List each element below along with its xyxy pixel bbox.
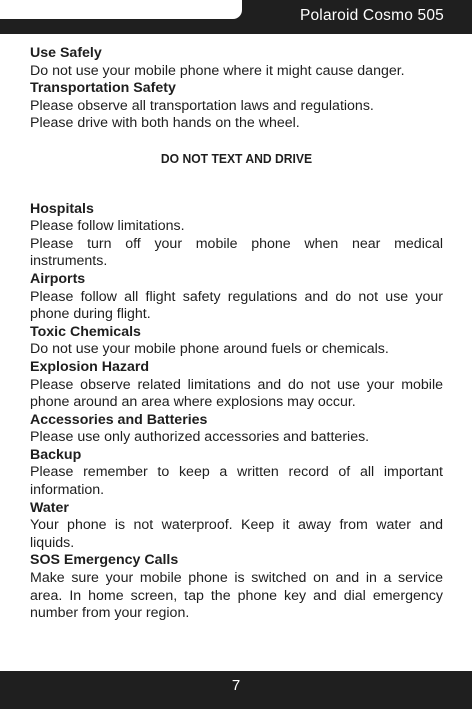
section-heading: Explosion Hazard — [30, 358, 150, 375]
document-title: Polaroid Cosmo 505 — [299, 7, 444, 24]
page-content — [30, 45, 443, 623]
section-text: Please turn off your mobile phone when near medical instruments. — [30, 235, 443, 270]
section-text: Please observe all transportation laws and regulations. — [30, 97, 374, 114]
section-heading: Hospitals — [30, 200, 94, 217]
section-text: Please follow all flight safety regulations and do not use your phone during flight. — [30, 288, 443, 323]
section-heading: Transportation Safety — [30, 80, 176, 97]
section-heading: Airports — [30, 270, 86, 287]
section-heading: Use Safely — [30, 45, 102, 61]
section-water — [30, 500, 443, 553]
section-heading: Accessories and Batteries — [30, 411, 208, 428]
notice-text: DO NOT TEXT AND DRIVE — [160, 150, 313, 166]
section-text: Please observe related limitations and do not use your mobile phone around an area where explosions may occur. — [30, 376, 443, 411]
section-text: Make sure your mobile phone is switched on and in a service area. In home screen, tap the phone key and dial emergency number from your region. — [30, 570, 443, 622]
section-heading: Toxic Chemicals — [30, 323, 141, 340]
section-toxic-chemicals — [30, 324, 443, 359]
section-text: Please follow limitations. — [30, 218, 185, 235]
section-text: Do not use your mobile phone where it might cause danger. — [30, 62, 405, 79]
page-number: 7 — [231, 677, 241, 694]
section-transportation-safety — [30, 80, 443, 133]
section-explosion-hazard — [30, 359, 443, 412]
section-text: Please use only authorized accessories and batteries. — [30, 429, 370, 446]
section-hospitals — [30, 201, 443, 271]
section-heading: SOS Emergency Calls — [30, 552, 179, 569]
section-text: Please remember to keep a written record of all important information. — [30, 464, 443, 499]
section-accessories-and-batteries — [30, 412, 443, 447]
section-use-safely — [30, 45, 443, 80]
header-notch — [0, 0, 242, 19]
section-backup — [30, 447, 443, 500]
section-text: Your phone is not waterproof. Keep it away from water and liquids. — [30, 517, 443, 551]
section-heading: Water — [30, 499, 69, 516]
header-bar — [0, 0, 472, 34]
section-text: Please drive with both hands on the wheel. — [30, 115, 300, 132]
section-heading: Backup — [30, 446, 82, 463]
footer-bar — [0, 671, 472, 709]
section-airports — [30, 271, 443, 324]
section-text: Do not use your mobile phone around fuels or chemicals. — [30, 341, 389, 358]
section-sos-emergency-calls — [30, 552, 443, 622]
